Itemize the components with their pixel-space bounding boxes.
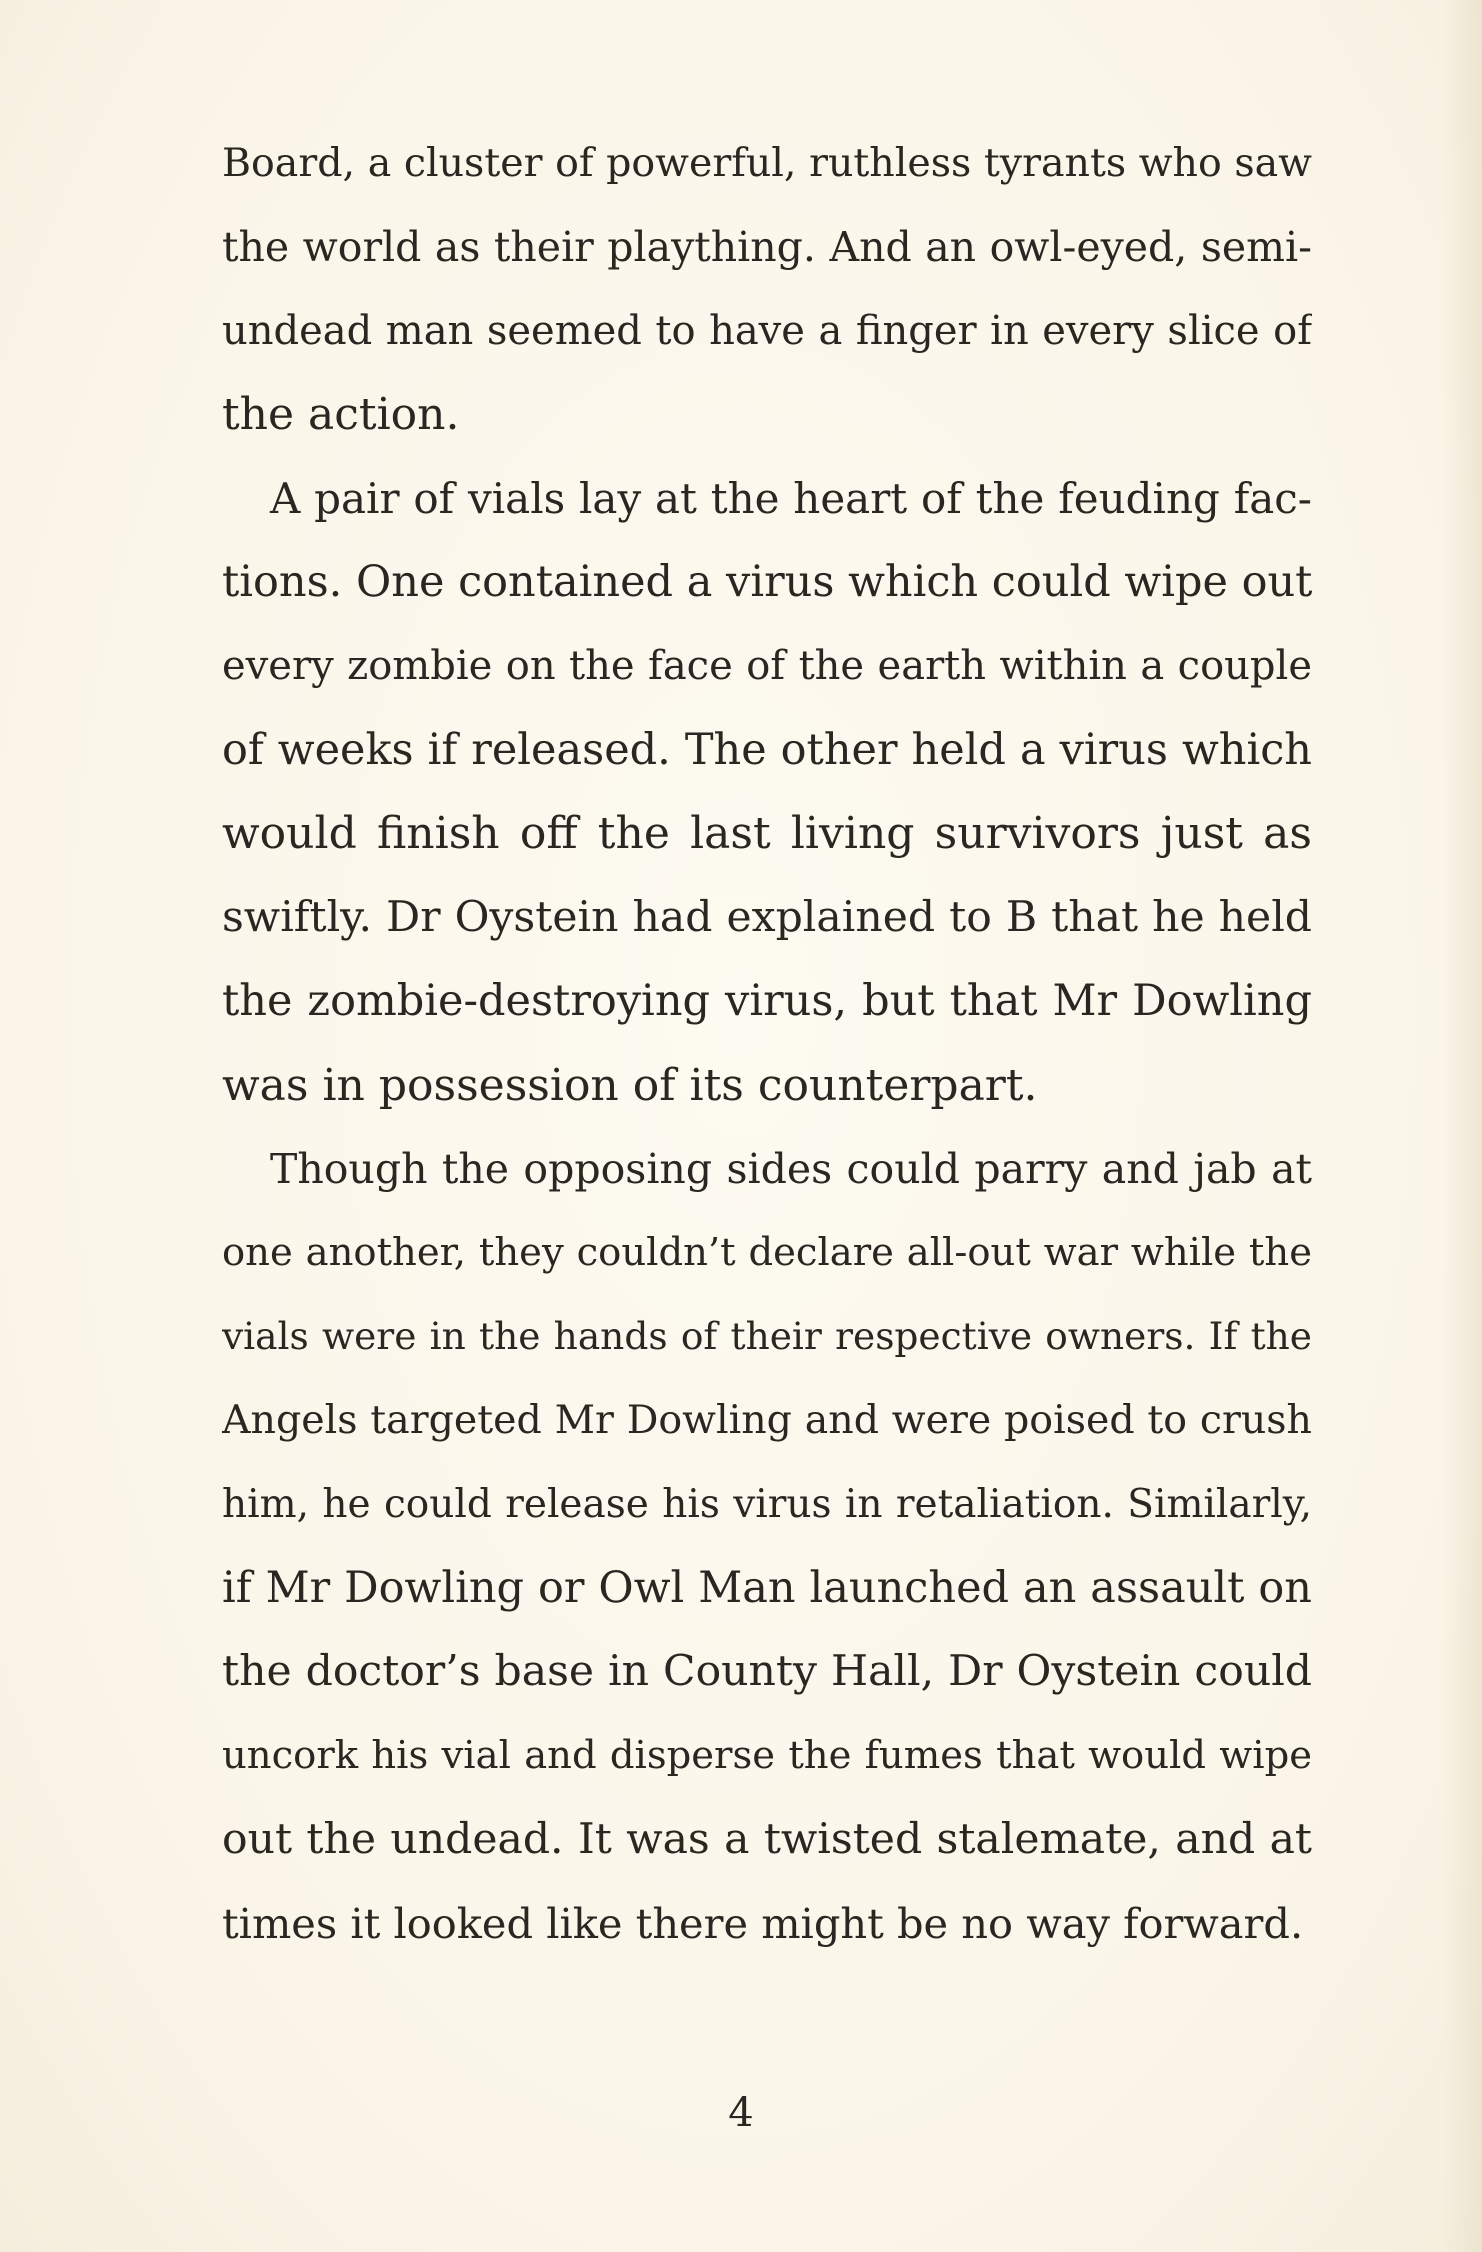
- text-line: was in possession of its counterpart.: [222, 1059, 1038, 1111]
- text-line: the action.: [222, 389, 460, 441]
- text-line: swiftly. Dr Oystein had explained to B that he held: [222, 893, 1312, 943]
- page-number: 4: [728, 2090, 754, 2136]
- text-line: out the undead. It was a twisted stalemate, and at: [222, 1814, 1312, 1864]
- text-line: one another, they couldn’t declare all-out war while the: [222, 1230, 1312, 1276]
- text-line: tions. One contained a virus which could wipe out: [222, 556, 1312, 607]
- text-line: Board, a cluster of powerful, ruthless tyrants who saw: [222, 140, 1312, 186]
- text-line: the doctor’s base in County Hall, Dr Oystein could: [222, 1647, 1312, 1697]
- text-line: vials were in the hands of their respective owners. If the: [222, 1314, 1312, 1359]
- body-text: [222, 122, 1312, 1966]
- text-line: the world as their plaything. And an owl-eyed, semi-: [222, 222, 1312, 271]
- text-line: Though the opposing sides could parry and jab at: [270, 1144, 1312, 1193]
- text-line: the zombie-destroying virus, but that Mr Dowling: [222, 975, 1312, 1026]
- text-line: times it looked like there might be no way forward.: [222, 1898, 1304, 1948]
- text-line: undead man seemed to have a finger in every slice of: [222, 307, 1312, 354]
- text-line: uncork his vial and disperse the fumes that would wipe: [222, 1733, 1312, 1779]
- text-line: A pair of vials lay at the heart of the feuding fac-: [270, 474, 1312, 524]
- text-line: of weeks if released. The other held a virus which: [222, 724, 1312, 775]
- text-line: every zombie on the face of the earth within a couple: [222, 642, 1312, 689]
- text-line: would finish off the last living survivors just as: [222, 808, 1312, 860]
- text-line: if Mr Dowling or Owl Man launched an assault on: [222, 1562, 1312, 1613]
- text-line: Angels targeted Mr Dowling and were poised to crush: [222, 1396, 1312, 1443]
- text-line: him, he could release his virus in retaliation. Similarly,: [222, 1481, 1312, 1527]
- page-fold-shadow: [1442, 0, 1482, 2252]
